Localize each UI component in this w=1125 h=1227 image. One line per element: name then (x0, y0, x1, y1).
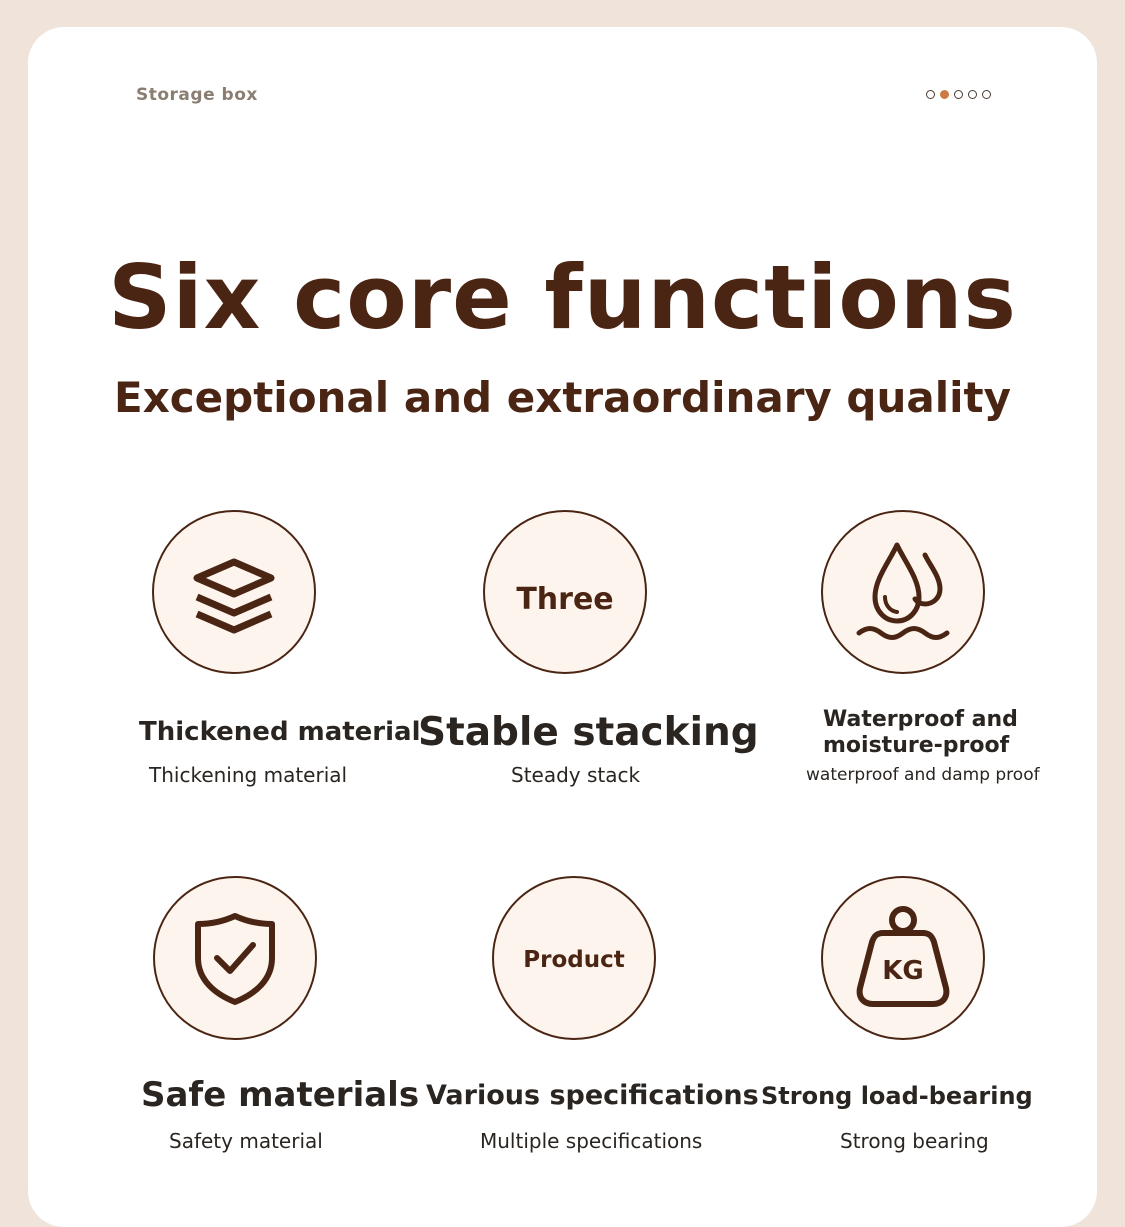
feature-1-subtitle: Thickening material (149, 763, 348, 787)
feature-5-circle (492, 876, 656, 1040)
kg-label: KG (882, 956, 924, 986)
feature-2-icon-text: Three (516, 581, 614, 617)
feature-5-subtitle: Multiple specifications (480, 1129, 703, 1153)
page-dot-5[interactable] (982, 90, 991, 99)
pagination-dots (926, 90, 991, 99)
feature-3-title (823, 707, 1018, 759)
feature-2-title: Stable stacking (418, 710, 759, 755)
feature-3-subtitle: waterproof and damp proof (806, 765, 1040, 785)
page-dot-4[interactable] (968, 90, 977, 99)
feature-2-subtitle: Steady stack (511, 763, 641, 787)
feature-6-subtitle: Strong bearing (840, 1129, 989, 1153)
feature-4-title: Safe materials (141, 1075, 420, 1115)
feature-1-circle (152, 510, 316, 674)
feature-3-title-line2: moisture-proof (823, 733, 1010, 758)
page-dot-3[interactable] (954, 90, 963, 99)
feature-3-circle (821, 510, 985, 674)
shield-check-icon (190, 908, 280, 1008)
feature-6-circle (821, 876, 985, 1040)
page-subtitle: Exceptional and extraordinary quality (114, 373, 1011, 422)
page-dot-2-active[interactable] (940, 90, 949, 99)
feature-4-subtitle: Safety material (169, 1129, 323, 1153)
feature-5-title: Various specifications (426, 1080, 759, 1111)
layers-icon (184, 542, 284, 642)
feature-6-title: Strong load-bearing (761, 1082, 1033, 1110)
feature-4-circle (153, 876, 317, 1040)
feature-3-title-line1: Waterproof and (823, 707, 1018, 732)
water-drops-icon (853, 537, 953, 647)
kg-weight-icon (853, 906, 953, 1010)
page-title: Six core functions (108, 246, 1017, 349)
feature-5-icon-text: Product (523, 947, 625, 973)
page-dot-1[interactable] (926, 90, 935, 99)
feature-2-circle (483, 510, 647, 674)
feature-1-title: Thickened material (139, 717, 421, 747)
brand-label: Storage box (136, 85, 258, 105)
